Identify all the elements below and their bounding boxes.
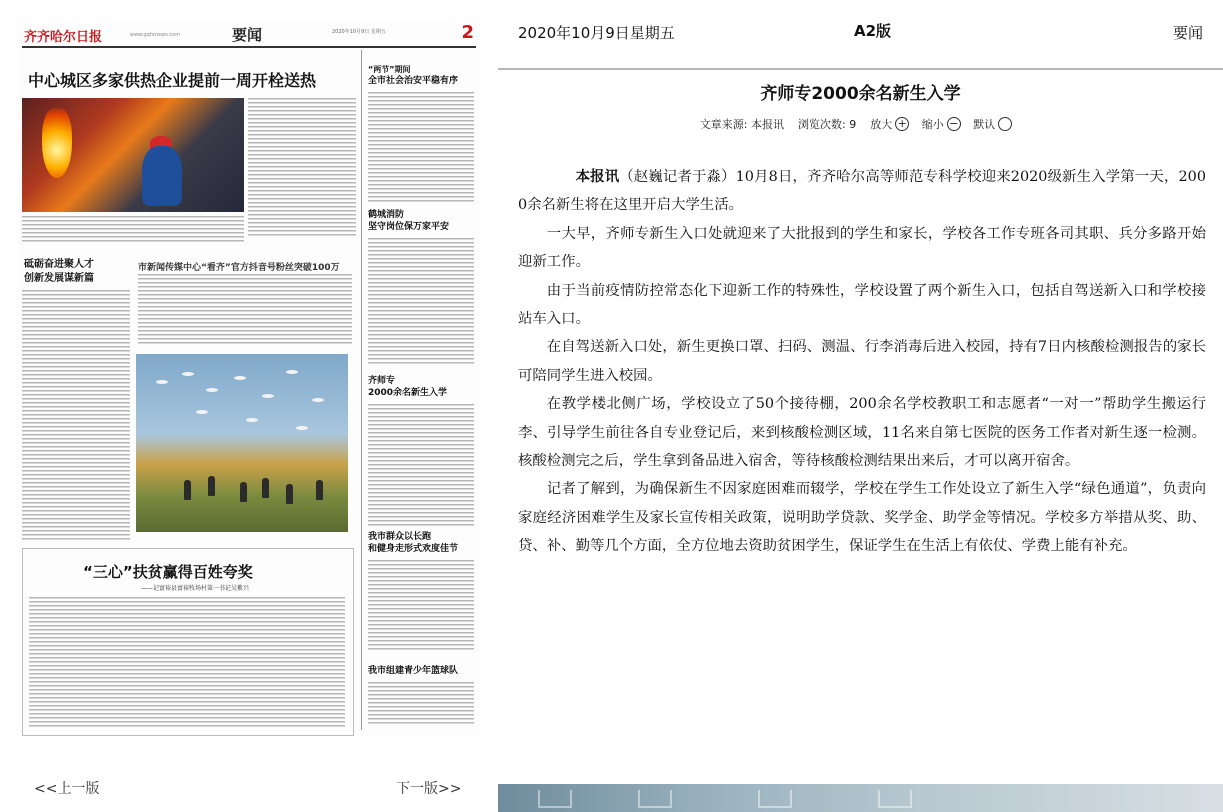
strip-decoration xyxy=(878,790,912,808)
headline-festival[interactable]: 全市社会治安平稳有序 xyxy=(368,76,459,86)
text-block xyxy=(138,274,352,346)
edition-section: 要闻 xyxy=(1172,24,1203,42)
worker-graphic xyxy=(142,146,182,206)
article-meta xyxy=(498,116,1223,132)
next-page-link[interactable]: 下一版>> xyxy=(396,781,462,797)
edition-number: A2版 xyxy=(854,22,892,40)
newspaper-date: 2020年10月9日 星期五 xyxy=(332,29,386,35)
newspaper-page-image[interactable] xyxy=(18,20,480,736)
column-divider xyxy=(361,50,362,730)
text-block xyxy=(22,290,130,540)
bird-graphic xyxy=(296,426,308,430)
person-graphic xyxy=(262,478,269,498)
bird-graphic xyxy=(206,388,218,392)
strip-decoration xyxy=(758,790,792,808)
photo-heating-worker xyxy=(22,98,244,212)
headline-holiday-1[interactable]: 我市群众以长跑 xyxy=(368,532,432,542)
text-block xyxy=(368,404,474,528)
photo-cranes xyxy=(136,354,348,532)
newspaper-section: 要闻 xyxy=(232,26,263,44)
headline-basketball[interactable]: 我市组建青少年篮球队 xyxy=(368,666,459,676)
article-lead-bold: 本报讯 xyxy=(575,168,620,185)
person-graphic xyxy=(240,482,247,502)
strip-decoration xyxy=(538,790,572,808)
headline-heating[interactable]: 中心城区多家供热企业提前一周开栓送热 xyxy=(28,71,317,90)
headline-talent-2[interactable]: 创新发展谋新篇 xyxy=(24,273,94,284)
prev-page-link[interactable]: <<上一版 xyxy=(34,781,100,797)
bird-graphic xyxy=(286,370,298,374)
person-graphic xyxy=(208,476,215,496)
article-paragraph: 在教学楼北侧广场，学校设立了50个接待棚，200余名学校教职工和志愿者“一对一”帮助学生搬运行李、引导学生前往各自专业登记后，来到核酸检测区域，11名来自第七医院的医务工作者对新生逐一检测。核酸检测完之后，学生拿到备品进入宿舍，等待核酸检测结果出来后，才可以离开宿舍。 xyxy=(518,396,1206,470)
page-thumbnail-panel xyxy=(0,0,498,812)
zoom-out-icon[interactable]: − xyxy=(947,117,961,131)
text-block xyxy=(368,92,474,204)
article-paragraph: 在自驾送新入口处，新生更换口罩、扫码、测温、行李消毒后进入校园，持有7日内核酸检测报告的家长可陪同学生进入校园。 xyxy=(518,339,1206,384)
newspaper-page-number: 2 xyxy=(461,22,474,43)
text-block xyxy=(368,682,474,726)
fire-graphic xyxy=(42,108,72,178)
headline-poverty-sub: ——记富裕县富裕牧场村第一书记吴紫兴 xyxy=(141,585,250,592)
headline-school-2[interactable]: 2000余名新生入学 xyxy=(368,388,448,398)
newspaper-masthead xyxy=(22,24,476,48)
text-block xyxy=(368,238,474,366)
newspaper-url: www.qqhrnews.com xyxy=(130,32,181,38)
article-panel xyxy=(498,0,1223,812)
strip-decoration xyxy=(638,790,672,808)
text-block xyxy=(248,98,356,238)
headline-fire-2[interactable]: 坚守岗位保万家平安 xyxy=(368,222,450,232)
article-title: 齐师专2000余名新生入学 xyxy=(760,84,961,104)
zoom-in-label: 放大 xyxy=(870,118,893,131)
article-paragraph: 由于当前疫情防控常态化下迎新工作的特殊性，学校设置了两个新生入口，包括自驾送新入口和学校接站车入口。 xyxy=(518,282,1206,328)
bird-graphic xyxy=(156,380,168,384)
article-paragraph: 一大早，齐师专新生入口处就迎来了大批报到的学生和家长，学校各工作专班各司其职、兵分多路开始迎新工作。 xyxy=(518,225,1206,271)
headline-school-1[interactable]: 齐师专 xyxy=(368,376,396,386)
article-paragraph xyxy=(518,163,1206,220)
text-block xyxy=(368,560,474,652)
person-graphic xyxy=(184,480,191,500)
bird-graphic xyxy=(262,394,274,398)
zoom-out-label: 缩小 xyxy=(921,118,944,131)
bird-graphic xyxy=(246,418,258,422)
headline-holiday-2[interactable]: 和健身走形式欢度佳节 xyxy=(368,544,459,554)
person-graphic xyxy=(316,480,323,500)
default-size-label: 默认 xyxy=(973,118,996,131)
article-lead-text: （赵巍记者于淼）10月8日，齐齐哈尔高等师范专科学校迎来2020级新生入学第一天，2000余名新生将在这里开启大学生活。 xyxy=(518,169,1206,214)
bird-graphic xyxy=(312,398,324,402)
zoom-in-icon[interactable]: + xyxy=(895,117,909,131)
bird-graphic xyxy=(182,372,194,376)
headline-fire-1[interactable]: 鹤城消防 xyxy=(368,210,405,220)
headline-talent-1[interactable]: 砥砺奋进聚人才 xyxy=(24,259,94,270)
bird-graphic xyxy=(234,376,246,380)
article-views: 浏览次数: 9 xyxy=(798,118,857,131)
headline-festival-kicker: “两节”期间 xyxy=(368,65,411,74)
feature-box xyxy=(22,548,354,736)
edition-date: 2020年10月9日星期五 xyxy=(518,24,675,42)
bird-graphic xyxy=(196,410,208,414)
headline-poverty[interactable]: “三心”扶贫赢得百姓夸奖 xyxy=(83,563,253,581)
article-source: 文章来源: 本报讯 xyxy=(699,118,784,131)
person-graphic xyxy=(286,484,293,504)
text-block xyxy=(22,216,244,242)
article-body xyxy=(518,163,1206,561)
edition-header xyxy=(498,0,1223,70)
default-size-icon[interactable] xyxy=(998,117,1012,131)
text-block xyxy=(29,597,345,729)
decorative-footer-strip xyxy=(498,784,1223,812)
article-paragraph: 记者了解到，为确保新生不因家庭困难而辍学，学校在学生工作处设立了新生入学“绿色通道”，负责向家庭经济困难学生及家长宣传相关政策，说明助学贷款、奖学金、助学金等情况。学校多方举措从奖、助、贷、补、勤等几个方面，全方位地去资助贫困学生，保证学生在生活上有依仗、学费上能有补充。 xyxy=(518,481,1206,555)
headline-media[interactable]: 市新闻传媒中心“看齐”官方抖音号粉丝突破100万 xyxy=(138,263,340,273)
newspaper-logo: 齐齐哈尔日报 xyxy=(24,30,103,45)
